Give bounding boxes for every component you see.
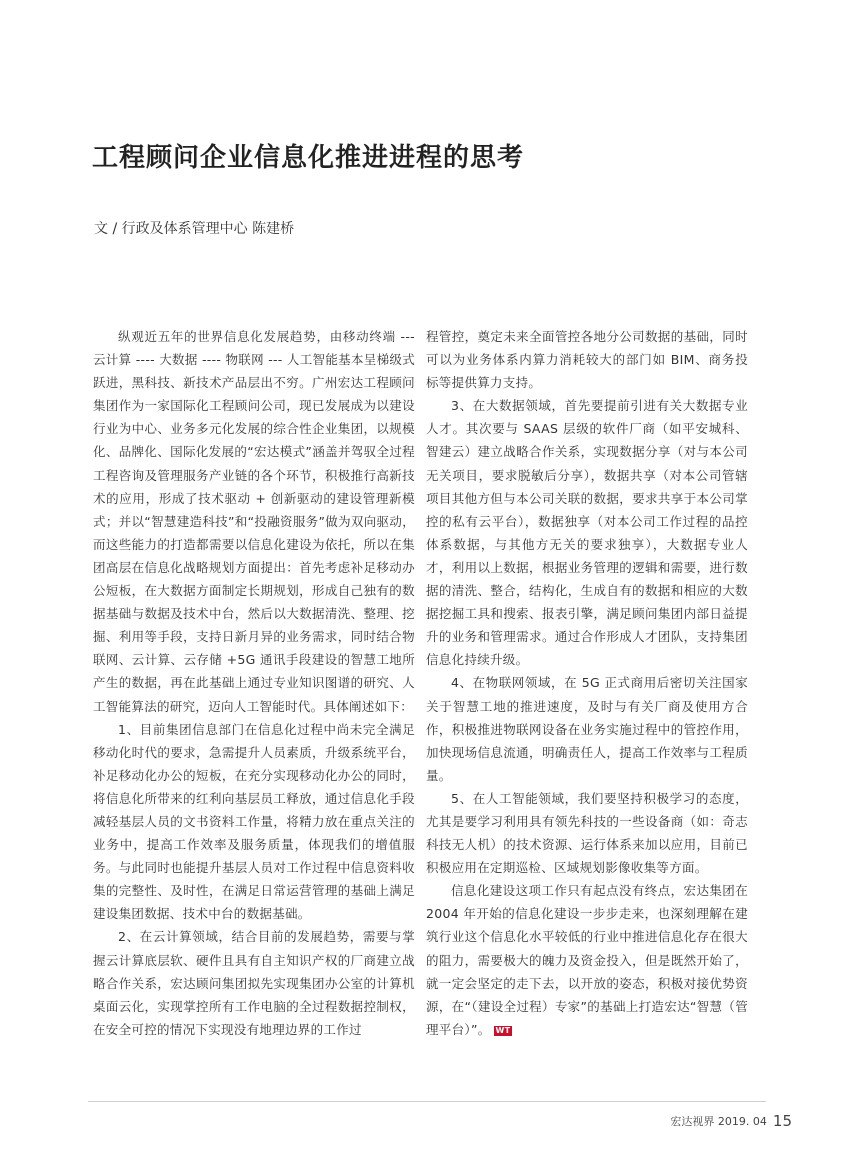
article-byline: 文 / 行政及体系管理中心 陈建桥 <box>94 221 295 237</box>
article-title: 工程顾问企业信息化推进进程的思考 <box>92 143 525 173</box>
paragraph-intro: 纵观近五年的世界信息化发展趋势，由移动终端 --- 云计算 ---- 大数据 ---- 物联网 --- 人工智能基本呈梯级式跃进，黑科技、新技术产品层出不穷。广州宏达工程顾问集团作为一家国际化工程顾问公司，现已发展成为以建设行业为中心、业务多元化发展的综合性企业集团，以规模化、品牌化、国际化发展的“宏达模式”涵盖并驾驭全过程工程咨询及管理服务产业链的各个环节，积极推行高新技术的应用，形成了技术驱动 + 创新驱动的建设管理新模式；并以“智慧建造科技”和“投融资服务”做为双向驱动，而这些能力的打造都需要以信息化建设为依托，所以在集团高层在信息化战略规划方面提出：首先考虑补足移动办公短板，在大数据方面制定长期规划，形成自己独有的数据基础与数据及技术中台，然后以大数据清洗、整理、挖掘、利用等手段，支持日新月异的业务需求，同时结合物联网、云计算、云存储 +5G 通讯手段建设的智慧工地所产生的数据，再在此基础上通过专业知识图谱的研究、人工智能算法的研究，迈向人工智能时代。具体阐述如下： <box>93 329 415 714</box>
paragraph-point-1: 1、目前集团信息部门在信息化过程中尚未完全满足移动化时代的要求，急需提升人员素质，升级系统平台，补足移动化办公的短板，在充分实现移动化办公的同时，将信息化所带来的红利向基层员工释放，通过信息化手段减轻基层人员的文书资料工作量，将精力放在重点关注的业务中，提高工作效率及服务质量，体现我们的增值服务。与此同时也能提升基层人员对工作过程中信息资料收集的完整性、及时性，在满足日常运营管理的基础上满足建设集团数据、技术中台的数据基础。 <box>93 721 415 922</box>
paragraph-point-4: 4、在物联网领域，在 5G 正式商用后密切关注国家关于智慧工地的推进速度，及时与有关厂商及使用方合作，积极推进物联网设备在业务实施过程中的管控作用，加快现场信息流通，明确责任人，提高工作效率与工程质量。 <box>426 675 748 783</box>
paragraph-point-5: 5、在人工智能领域，我们要坚持积极学习的态度，尤其是要学习利用具有领先科技的一些设备商（如：奇志科技无人机）的技术资源、运行体系来加以应用，目前已积极应用在定期巡检、区域规划影像收集等方面。 <box>426 790 748 876</box>
footer-divider <box>88 1101 766 1102</box>
paragraph-point-2-continued: 程管控，奠定未来全面管控各地分公司数据的基础，同时可以为业务体系内算力消耗较大的部门如 BIM、商务投标等提供算力支持。 <box>426 329 748 391</box>
paragraph-conclusion <box>426 879 748 1041</box>
paragraph-point-2: 2、在云计算领域，结合目前的发展趋势，需要与掌握云计算底层软、硬件且具有自主知识产权的厂商建立战略合作关系，宏达顾问集团拟先实现集团办公室的计算机桌面云化，实现掌控所有工作电脑的全过程数据控制权，在安全可控的情况下实现没有地理边界的工作过 <box>93 929 415 1037</box>
page-footer <box>670 1112 792 1131</box>
paragraph-point-3: 3、在大数据领域，首先要提前引进有关大数据专业人才。其次要与 SAAS 层级的软件厂商（如平安城科、智建云）建立战略合作关系，实现数据分享（对与本公司无关项目，要求脱敏后分享），数据共享（对本公司管辖项目其他方但与本公司关联的数据，要求共享于本公司掌控的私有云平台），数据独享（对本公司工作过程的品控体系数据，与其他方无关的要求独享），大数据专业人才，利用以上数据，根据业务管理的逻辑和需要，进行数据的清洗、整合，结构化，生成自有的数据和相应的大数据挖掘工具和搜索、报表引擎，满足顾问集团内部日益提升的业务和管理需求。通过合作形成人才团队，支持集团信息化持续升级。 <box>426 398 748 668</box>
publication-name: 宏达视界 2019. 04 <box>670 1115 767 1128</box>
body-column-right <box>426 325 748 1041</box>
conclusion-text: 信息化建设这项工作只有起点没有终点，宏达集团在 2004 年开始的信息化建设一步步走来，也深刻理解在建筑行业这个信息化水平较低的行业中推进信息化存在很大的阻力，需要极大的魄力及资金投入，但是既然开始了，就一定会坚定的走下去，以开放的姿态，积极对接优势资源，在“（建设全过程）专家”的基础上打造宏达“智慧（管理平台）”。 <box>426 883 748 1037</box>
body-column-left <box>93 325 415 1041</box>
end-mark-badge: WT <box>495 1025 511 1035</box>
page-number: 15 <box>772 1112 792 1130</box>
